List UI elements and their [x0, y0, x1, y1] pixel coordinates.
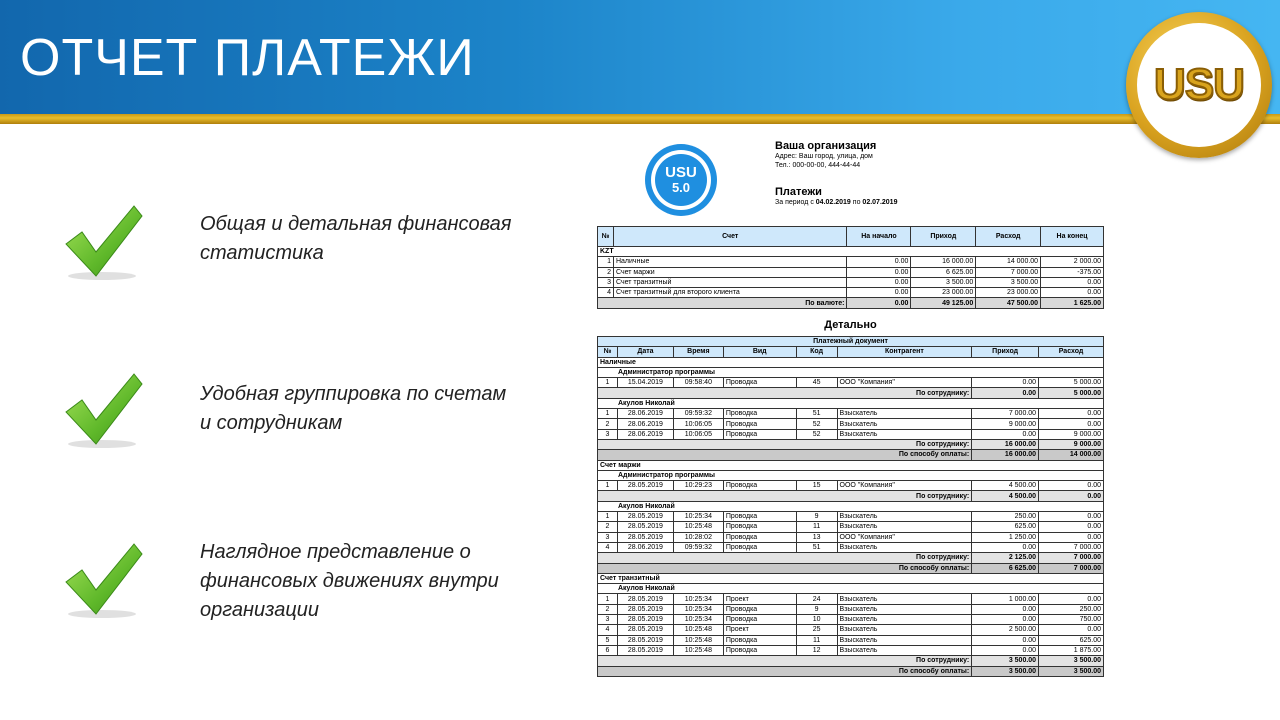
table-cell: 09:58:40: [673, 378, 723, 388]
col-header: Время: [673, 347, 723, 357]
table-cell: Проект: [723, 594, 796, 604]
col-header: Расход: [1039, 347, 1104, 357]
employee-subtotal-row: [598, 491, 1104, 501]
detail-header-row: [598, 347, 1104, 357]
table-cell: 5 000.00: [1039, 378, 1104, 388]
table-cell: Наличные: [613, 257, 847, 267]
table-cell: 0.00: [972, 388, 1039, 398]
table-cell: 3: [598, 277, 614, 287]
table-row: [598, 409, 1104, 419]
col-header: На начало: [847, 227, 911, 247]
table-cell: 4 500.00: [972, 481, 1039, 491]
table-row: [598, 419, 1104, 429]
table-cell: 28.06.2019: [617, 419, 673, 429]
table-cell: 11: [796, 522, 837, 532]
table-cell: 28.05.2019: [617, 481, 673, 491]
table-cell: 28.06.2019: [617, 429, 673, 439]
employee-row: [598, 501, 1104, 511]
table-cell: 9: [796, 604, 837, 614]
table-cell: 16 000.00: [911, 257, 976, 267]
employee-subtotal-row: [598, 553, 1104, 563]
table-cell: 28.05.2019: [617, 615, 673, 625]
table-cell: Счет маржи: [598, 460, 1104, 470]
table-cell: 12: [796, 645, 837, 655]
employee-row: [598, 367, 1104, 377]
col-header: Расход: [976, 227, 1041, 247]
table-cell: 10:25:48: [673, 635, 723, 645]
table-cell: По способу оплаты:: [598, 666, 972, 676]
table-cell: 10:25:48: [673, 625, 723, 635]
table-cell: 7 000.00: [1039, 563, 1104, 573]
table-cell: 0.00: [972, 645, 1039, 655]
col-header: Счет: [613, 227, 847, 247]
col-header: Приход: [972, 347, 1039, 357]
table-cell: 10:25:48: [673, 522, 723, 532]
table-cell: 3 500.00: [972, 656, 1039, 666]
payment-total-row: [598, 563, 1104, 573]
table-cell: 47 500.00: [976, 298, 1041, 308]
table-cell: 3 500.00: [1039, 666, 1104, 676]
table-cell: Взыскатель: [837, 635, 972, 645]
col-header: На конец: [1041, 227, 1104, 247]
table-cell: По сотруднику:: [598, 656, 972, 666]
table-cell: 1: [598, 481, 618, 491]
table-cell: 2 000.00: [1041, 257, 1104, 267]
table-cell: 16 000.00: [972, 439, 1039, 449]
table-cell: 0.00: [847, 298, 911, 308]
table-cell: Проводка: [723, 429, 796, 439]
table-cell: 1: [598, 378, 618, 388]
table-cell: 3 500.00: [972, 666, 1039, 676]
table-cell: 3: [598, 429, 618, 439]
table-cell: 15: [796, 481, 837, 491]
table-cell: 3: [598, 532, 618, 542]
org-phone: Тел.: 000-00-00, 444-44-44: [775, 162, 861, 169]
employee-row: [598, 470, 1104, 480]
table-cell: По сотруднику:: [598, 388, 972, 398]
table-cell: По сотруднику:: [598, 439, 972, 449]
table-cell: 28.05.2019: [617, 512, 673, 522]
table-cell: 0.00: [847, 288, 911, 298]
summary-header-row: [598, 227, 1104, 247]
table-cell: 10:29:23: [673, 481, 723, 491]
table-cell: Проводка: [723, 615, 796, 625]
table-cell: 0.00: [1041, 288, 1104, 298]
table-cell: Счет транзитный: [598, 573, 1104, 583]
table-cell: 28.05.2019: [617, 604, 673, 614]
col-header: Дата: [617, 347, 673, 357]
table-cell: 2: [598, 267, 614, 277]
table-cell: Взыскатель: [837, 645, 972, 655]
table-cell: 3 500.00: [1039, 656, 1104, 666]
table-cell: Проводка: [723, 604, 796, 614]
table-cell: 1: [598, 409, 618, 419]
table-cell: 13: [796, 532, 837, 542]
table-cell: 14 000.00: [976, 257, 1041, 267]
table-cell: Проводка: [723, 542, 796, 552]
account-row: [598, 357, 1104, 367]
table-cell: 0.00: [1039, 491, 1104, 501]
table-cell: 3 500.00: [911, 277, 976, 287]
col-header: Приход: [911, 227, 976, 247]
table-cell: 6 625.00: [911, 267, 976, 277]
org-address: Адрес: Ваш город, улица, дом: [775, 153, 873, 160]
table-cell: 2: [598, 604, 618, 614]
feature-item: [62, 368, 522, 458]
table-cell: 25: [796, 625, 837, 635]
report-period: За период с 04.02.2019 по 02.07.2019: [775, 199, 898, 206]
table-cell: 1: [598, 257, 614, 267]
table-cell: Проводка: [723, 378, 796, 388]
table-cell: Администратор программы: [598, 367, 1104, 377]
table-cell: 24: [796, 594, 837, 604]
table-cell: 28.05.2019: [617, 522, 673, 532]
table-cell: Акулов Николай: [598, 501, 1104, 511]
table-cell: 1: [598, 512, 618, 522]
table-cell: 750.00: [1039, 615, 1104, 625]
report-logo-text: USU: [665, 164, 697, 181]
table-cell: 15.04.2019: [617, 378, 673, 388]
detail-table: [597, 336, 1104, 677]
feature-text: Удобная группировка по счетам и сотрудникам: [200, 383, 507, 434]
table-cell: Проводка: [723, 409, 796, 419]
table-row: [598, 604, 1104, 614]
table-cell: 2: [598, 419, 618, 429]
table-cell: 0.00: [972, 615, 1039, 625]
table-cell: 10: [796, 615, 837, 625]
table-cell: Взыскатель: [837, 512, 972, 522]
table-cell: По способу оплаты:: [598, 450, 972, 460]
table-cell: 2 125.00: [972, 553, 1039, 563]
table-cell: 09:59:32: [673, 409, 723, 419]
table-cell: 0.00: [1039, 409, 1104, 419]
table-cell: Счет транзитный для второго клиента: [613, 288, 847, 298]
table-cell: 7 000.00: [1039, 542, 1104, 552]
table-row: [598, 512, 1104, 522]
table-cell: Взыскатель: [837, 542, 972, 552]
account-row: [598, 573, 1104, 583]
col-header: №: [598, 347, 618, 357]
brand-logo-text: USU: [1154, 60, 1244, 109]
col-header: Контрагент: [837, 347, 972, 357]
detail-doc-header-row: [598, 337, 1104, 347]
table-cell: 1 875.00: [1039, 645, 1104, 655]
table-cell: 10:25:34: [673, 512, 723, 522]
table-row: [598, 481, 1104, 491]
table-cell: Проект: [723, 625, 796, 635]
feature-text: Наглядное представление о финансовых движениях внутри организации: [200, 541, 499, 621]
report-logo: [645, 144, 717, 216]
table-cell: 3: [598, 615, 618, 625]
table-cell: Взыскатель: [837, 625, 972, 635]
table-cell: 250.00: [972, 512, 1039, 522]
report-logo-version: 5.0: [671, 180, 691, 195]
table-cell: 51: [796, 542, 837, 552]
table-cell: 7 000.00: [1039, 553, 1104, 563]
table-cell: Акулов Николай: [598, 584, 1104, 594]
table-cell: 0.00: [847, 267, 911, 277]
table-cell: 0.00: [1039, 625, 1104, 635]
table-row: [598, 267, 1104, 277]
table-row: [598, 615, 1104, 625]
table-cell: 10:06:05: [673, 429, 723, 439]
table-cell: 10:06:05: [673, 419, 723, 429]
table-cell: 9 000.00: [972, 419, 1039, 429]
summary-total-row: [598, 298, 1104, 308]
table-cell: 0.00: [972, 635, 1039, 645]
page-title: ОТЧЕТ ПЛАТЕЖИ: [20, 29, 475, 87]
table-cell: Проводка: [723, 645, 796, 655]
table-cell: 1 000.00: [972, 594, 1039, 604]
table-cell: 10:25:34: [673, 604, 723, 614]
table-cell: 7 000.00: [972, 409, 1039, 419]
table-cell: 10:25:34: [673, 594, 723, 604]
employee-row: [598, 398, 1104, 408]
table-cell: 1: [598, 594, 618, 604]
table-cell: 0.00: [1039, 522, 1104, 532]
table-cell: 9 000.00: [1039, 429, 1104, 439]
table-cell: 2: [598, 522, 618, 532]
table-cell: Взыскатель: [837, 409, 972, 419]
table-cell: 28.05.2019: [617, 635, 673, 645]
table-cell: Взыскатель: [837, 522, 972, 532]
table-row: [598, 645, 1104, 655]
table-cell: Счет транзитный: [613, 277, 847, 287]
table-cell: Проводка: [723, 635, 796, 645]
feature-item: [62, 200, 522, 290]
table-row: [598, 429, 1104, 439]
table-cell: 0.00: [1039, 594, 1104, 604]
table-cell: 6: [598, 645, 618, 655]
table-cell: 625.00: [972, 522, 1039, 532]
org-name: Ваша организация: [775, 140, 877, 152]
header-gold-stripe: [0, 114, 1280, 124]
table-cell: Акулов Николай: [598, 398, 1104, 408]
account-row: [598, 460, 1104, 470]
table-cell: 28.05.2019: [617, 625, 673, 635]
table-cell: Взыскатель: [837, 419, 972, 429]
table-cell: 1 625.00: [1041, 298, 1104, 308]
employee-subtotal-row: [598, 388, 1104, 398]
table-cell: По способу оплаты:: [598, 563, 972, 573]
table-cell: 625.00: [1039, 635, 1104, 645]
table-cell: 5: [598, 635, 618, 645]
table-cell: 4: [598, 625, 618, 635]
table-cell: 10:25:34: [673, 615, 723, 625]
table-row: [598, 625, 1104, 635]
table-row: [598, 378, 1104, 388]
table-cell: 0.00: [972, 542, 1039, 552]
table-cell: 0.00: [847, 277, 911, 287]
table-cell: 6 625.00: [972, 563, 1039, 573]
checkmark-icon: [62, 200, 146, 284]
table-cell: 45: [796, 378, 837, 388]
table-cell: 52: [796, 419, 837, 429]
table-cell: 10:25:48: [673, 645, 723, 655]
table-cell: 16 000.00: [972, 450, 1039, 460]
table-cell: Наличные: [598, 357, 1104, 367]
col-header: №: [598, 227, 614, 247]
table-cell: 7 000.00: [976, 267, 1041, 277]
table-cell: Взыскатель: [837, 429, 972, 439]
table-cell: 2 500.00: [972, 625, 1039, 635]
table-cell: 9: [796, 512, 837, 522]
table-cell: 11: [796, 635, 837, 645]
table-cell: Проводка: [723, 532, 796, 542]
table-cell: 14 000.00: [1039, 450, 1104, 460]
table-cell: 28.05.2019: [617, 532, 673, 542]
table-cell: 09:59:32: [673, 542, 723, 552]
feature-item: [62, 538, 522, 628]
table-cell: 0.00: [1039, 512, 1104, 522]
table-cell: По сотруднику:: [598, 491, 972, 501]
payment-total-row: [598, 450, 1104, 460]
table-row: [598, 532, 1104, 542]
table-cell: Взыскатель: [837, 615, 972, 625]
col-header: Код: [796, 347, 837, 357]
table-cell: Администратор программы: [598, 470, 1104, 480]
table-cell: Взыскатель: [837, 594, 972, 604]
table-row: [598, 257, 1104, 267]
table-cell: -375.00: [1041, 267, 1104, 277]
table-cell: 4 500.00: [972, 491, 1039, 501]
org-info: [775, 140, 876, 170]
table-row: [598, 594, 1104, 604]
brand-logo: [1126, 12, 1272, 158]
table-row: [598, 288, 1104, 298]
table-cell: 5 000.00: [1039, 388, 1104, 398]
table-cell: Взыскатель: [837, 604, 972, 614]
report-title: Платежи: [775, 186, 822, 198]
doc-header: Платежный документ: [598, 337, 1104, 347]
table-cell: 0.00: [972, 604, 1039, 614]
table-cell: ООО "Компания": [837, 378, 972, 388]
table-cell: 4: [598, 288, 614, 298]
table-row: [598, 522, 1104, 532]
table-cell: 0.00: [1039, 419, 1104, 429]
detail-title: Детально: [824, 319, 877, 331]
table-cell: ООО "Компания": [837, 481, 972, 491]
table-cell: 28.05.2019: [617, 645, 673, 655]
table-cell: 0.00: [847, 257, 911, 267]
table-cell: 0.00: [1039, 481, 1104, 491]
table-cell: ООО "Компания": [837, 532, 972, 542]
summary-table: [597, 226, 1104, 309]
table-cell: 52: [796, 429, 837, 439]
table-row: [598, 277, 1104, 287]
table-cell: 23 000.00: [976, 288, 1041, 298]
table-cell: 0.00: [1041, 277, 1104, 287]
table-cell: KZT: [598, 247, 1104, 257]
table-cell: 51: [796, 409, 837, 419]
table-cell: 28.05.2019: [617, 594, 673, 604]
table-cell: 49 125.00: [911, 298, 976, 308]
currency-row: [598, 247, 1104, 257]
checkmark-icon: [62, 368, 146, 452]
table-cell: 250.00: [1039, 604, 1104, 614]
employee-subtotal-row: [598, 656, 1104, 666]
table-row: [598, 542, 1104, 552]
table-cell: 0.00: [1039, 532, 1104, 542]
table-cell: 28.06.2019: [617, 409, 673, 419]
employee-row: [598, 584, 1104, 594]
employee-subtotal-row: [598, 439, 1104, 449]
table-cell: По валюте:: [598, 298, 847, 308]
table-cell: 1 250.00: [972, 532, 1039, 542]
table-cell: По сотруднику:: [598, 553, 972, 563]
table-cell: 9 000.00: [1039, 439, 1104, 449]
table-cell: 28.06.2019: [617, 542, 673, 552]
table-cell: 4: [598, 542, 618, 552]
checkmark-icon: [62, 538, 146, 622]
table-cell: Проводка: [723, 481, 796, 491]
feature-text: Общая и детальная финансовая статистика: [200, 213, 512, 264]
table-cell: 23 000.00: [911, 288, 976, 298]
table-cell: Проводка: [723, 419, 796, 429]
table-cell: 0.00: [972, 429, 1039, 439]
col-header: Вид: [723, 347, 796, 357]
table-cell: Проводка: [723, 522, 796, 532]
table-cell: 0.00: [972, 378, 1039, 388]
table-row: [598, 635, 1104, 645]
table-cell: Счет маржи: [613, 267, 847, 277]
table-cell: Проводка: [723, 512, 796, 522]
table-cell: 3 500.00: [976, 277, 1041, 287]
payment-total-row: [598, 666, 1104, 676]
table-cell: 10:28:02: [673, 532, 723, 542]
